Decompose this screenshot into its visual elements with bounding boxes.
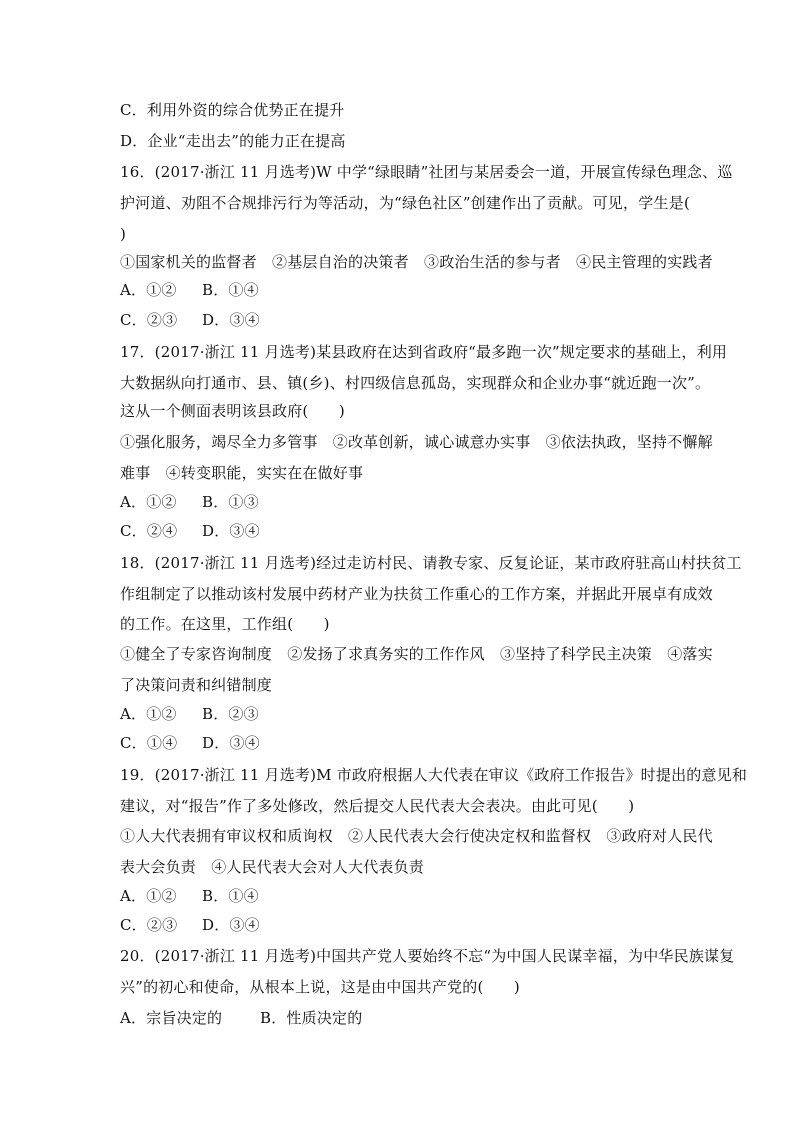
q18-stem-line-1: 18．(2017·浙江 11 月选考)经过走访村民、请教专家、反复论证，某市政府驻高山村扶贫工: [120, 554, 742, 572]
q17-statements-line-2: 难事 ④转变职能，实实在在做好事: [120, 464, 364, 482]
q19-option-c: C．②③: [120, 916, 178, 934]
q20-stem-line-1: 20．(2017·浙江 11 月选考)中国共产党人要始终不忘“为中国人民谋幸福，为中华民族谋复: [120, 947, 735, 965]
q16-option-b: B．①④: [202, 281, 259, 299]
q16-option-d: D．③④: [202, 311, 260, 329]
q16-options-row-1: [120, 280, 690, 300]
q20-option-b: B．性质决定的: [260, 1009, 363, 1027]
q17-option-d: D．③④: [202, 522, 260, 540]
q20-options-row-1: [120, 1008, 690, 1028]
q17-statements-line-1: ①强化服务，竭尽全力多管事 ②改革创新，诚心诚意办实事 ③依法执政，坚持不懈解: [120, 433, 713, 451]
q18-stem-line-2: 作组制定了以推动该村发展中药材产业为扶贫工作重心的工作方案，并据此开展卓有成效: [120, 585, 713, 603]
q19-options-row-2: [120, 915, 690, 935]
q17-stem-line-3: 这从一个侧面表明该县政府( ): [120, 402, 345, 420]
q19-options-row-1: [120, 886, 690, 906]
q18-statements-line-1: ①健全了专家咨询制度 ②发扬了求真务实的工作作风 ③坚持了科学民主决策 ④落实: [120, 645, 713, 663]
q19-stem-line-1: 19．(2017·浙江 11 月选考)M 市政府根据人大代表在审议《政府工作报告》时提出的意见和: [120, 766, 748, 784]
q19-stem-line-2: 建议，对“报告”作了多处修改，然后提交人民代表大会表决。由此可见( ): [120, 797, 635, 815]
q16-stem-line-2: 护河道、劝阻不合规排污行为等活动，为“绿色社区”创建作出了贡献。可见，学生是(: [120, 194, 690, 212]
q18-options-row-2: [120, 733, 690, 753]
q19-option-d: D．③④: [202, 916, 260, 934]
q19-statements-line-2: 表大会负责 ④人民代表大会对人大代表负责: [120, 858, 425, 876]
option-d: D．企业“走出去”的能力正在提高: [120, 132, 346, 150]
q17-stem-line-1: 17．(2017·浙江 11 月选考)某县政府在达到省政府“最多跑一次”规定要求的基础上，利用: [120, 343, 728, 361]
q18-option-a: A．①②: [120, 705, 177, 723]
q19-option-a: A．①②: [120, 887, 177, 905]
q19-option-b: B．①④: [202, 887, 259, 905]
q16-statements: ①国家机关的监督者 ②基层自治的决策者 ③政治生活的参与者 ④民主管理的实践者: [120, 253, 713, 271]
q20-stem-line-2: 兴”的初心和使命，从根本上说，这是由中国共产党的( ): [120, 978, 520, 996]
q18-option-c: C．①④: [120, 734, 178, 752]
q16-option-a: A．①②: [120, 281, 177, 299]
q18-option-b: B．②③: [202, 705, 259, 723]
q18-options-row-1: [120, 704, 690, 724]
option-c: C．利用外资的综合优势正在提升: [120, 101, 345, 119]
q17-option-b: B．①③: [202, 493, 259, 511]
q17-options-row-2: [120, 521, 690, 541]
q18-stem-line-3: 的工作。在这里，工作组( ): [120, 615, 330, 633]
q17-stem-line-2: 大数据纵向打通市、县、镇(乡)、村四级信息孤岛，实现群众和企业办事“就近跑一次”。: [120, 374, 711, 392]
q19-statements-line-1: ①人大代表拥有审议权和质询权 ②人民代表大会行使决定权和监督权 ③政府对人民代: [120, 827, 713, 845]
q16-stem-line-1: 16．(2017·浙江 11 月选考)W 中学“绿眼睛”社团与某居委会一道，开展宣传绿色理念、巡: [120, 163, 733, 181]
q16-option-c: C．②③: [120, 311, 178, 329]
q20-option-a: A．宗旨决定的: [120, 1009, 223, 1027]
q18-statements-line-2: 了决策问责和纠错制度: [120, 676, 273, 694]
q16-stem-line-3: ): [120, 225, 127, 243]
q16-options-row-2: [120, 310, 690, 330]
q18-option-d: D．③④: [202, 734, 260, 752]
q17-option-c: C．②④: [120, 522, 178, 540]
q17-options-row-1: [120, 492, 690, 512]
q17-option-a: A．①②: [120, 493, 177, 511]
